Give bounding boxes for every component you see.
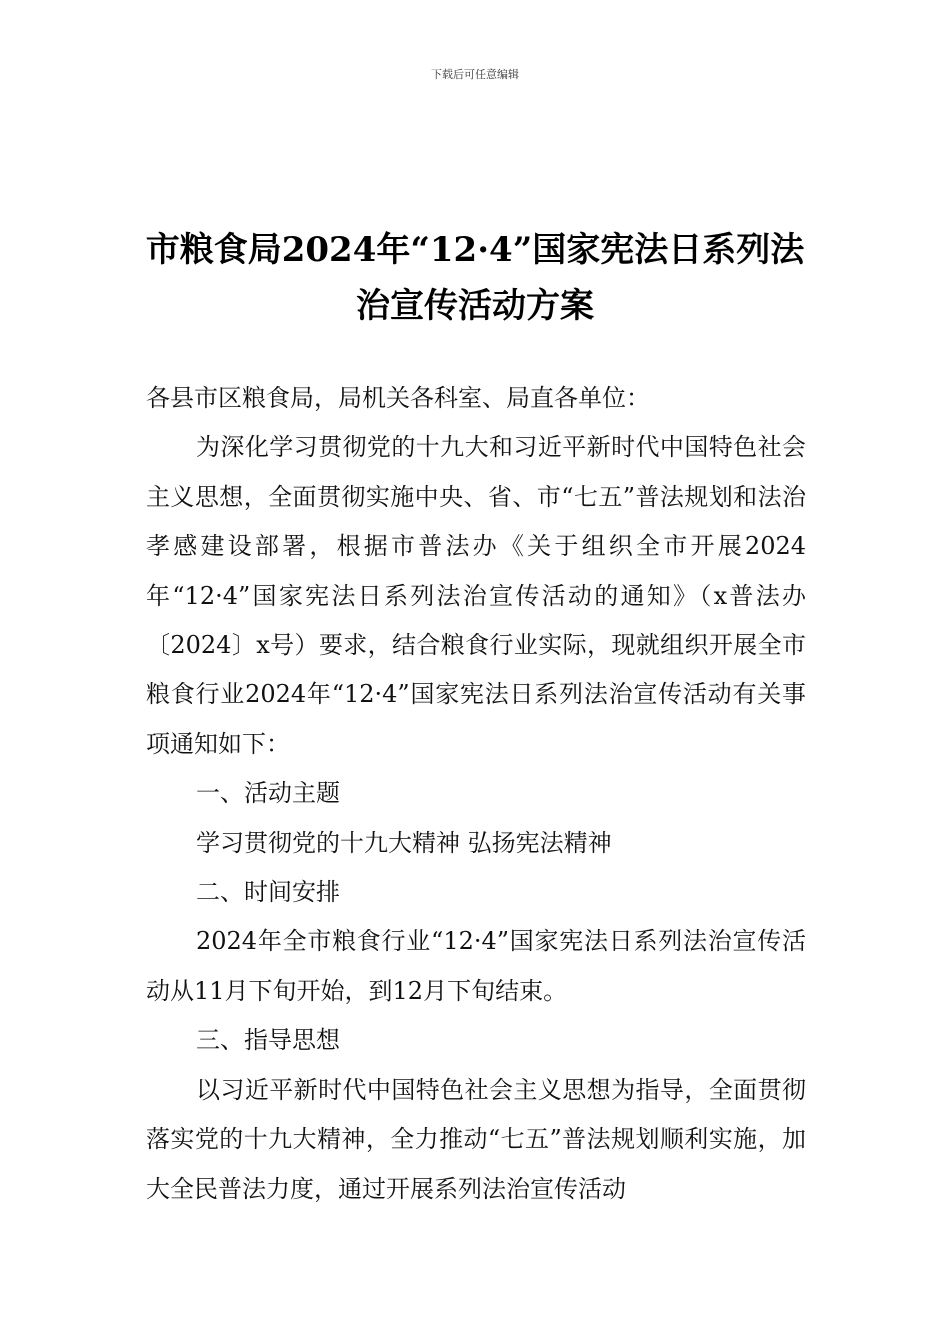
intro-paragraph: 为深化学习贯彻党的十九大和习近平新时代中国特色社会主义思想，全面贯彻实施中央、省、市“七五”普法规划和法治孝感建设部署，根据市普法办《关于组织全市开展2024年“12·4”国家宪法日系列法治宣传活动的通知》（x普法办〔2024〕x号）要求，结合粮食行业实际，现就组织开展全市粮食行业2024年“12·4”国家宪法日系列法治宣传活动有关事项通知如下： <box>146 433 806 758</box>
section-heading-schedule: 二、时间安排 <box>196 878 340 907</box>
page-header-note: 下载后可任意编辑 <box>431 68 519 81</box>
section-heading-theme: 一、活动主题 <box>196 779 340 808</box>
title-line-2: 治宣传活动方案 <box>356 286 594 326</box>
title-line-1: 市粮食局2024年“12·4”国家宪法日系列法 <box>145 230 805 270</box>
document-body <box>146 374 806 1214</box>
section-body-theme: 学习贯彻党的十九大精神 弘扬宪法精神 <box>196 828 612 857</box>
section-heading-guiding-thought: 三、指导思想 <box>196 1026 340 1055</box>
document-title <box>140 222 810 334</box>
salutation: 各县市区粮食局，局机关各科室、局直各单位： <box>146 384 650 412</box>
section-body-schedule: 2024年全市粮食行业“12·4”国家宪法日系列法治宣传活动从11月下旬开始，到12月下旬结束。 <box>146 927 806 1005</box>
section-body-guiding-thought: 以习近平新时代中国特色社会主义思想为指导，全面贯彻落实党的十九大精神，全力推动“七五”普法规划顺利实施，加大全民普法力度，通过开展系列法治宣传活动 <box>146 1075 806 1203</box>
